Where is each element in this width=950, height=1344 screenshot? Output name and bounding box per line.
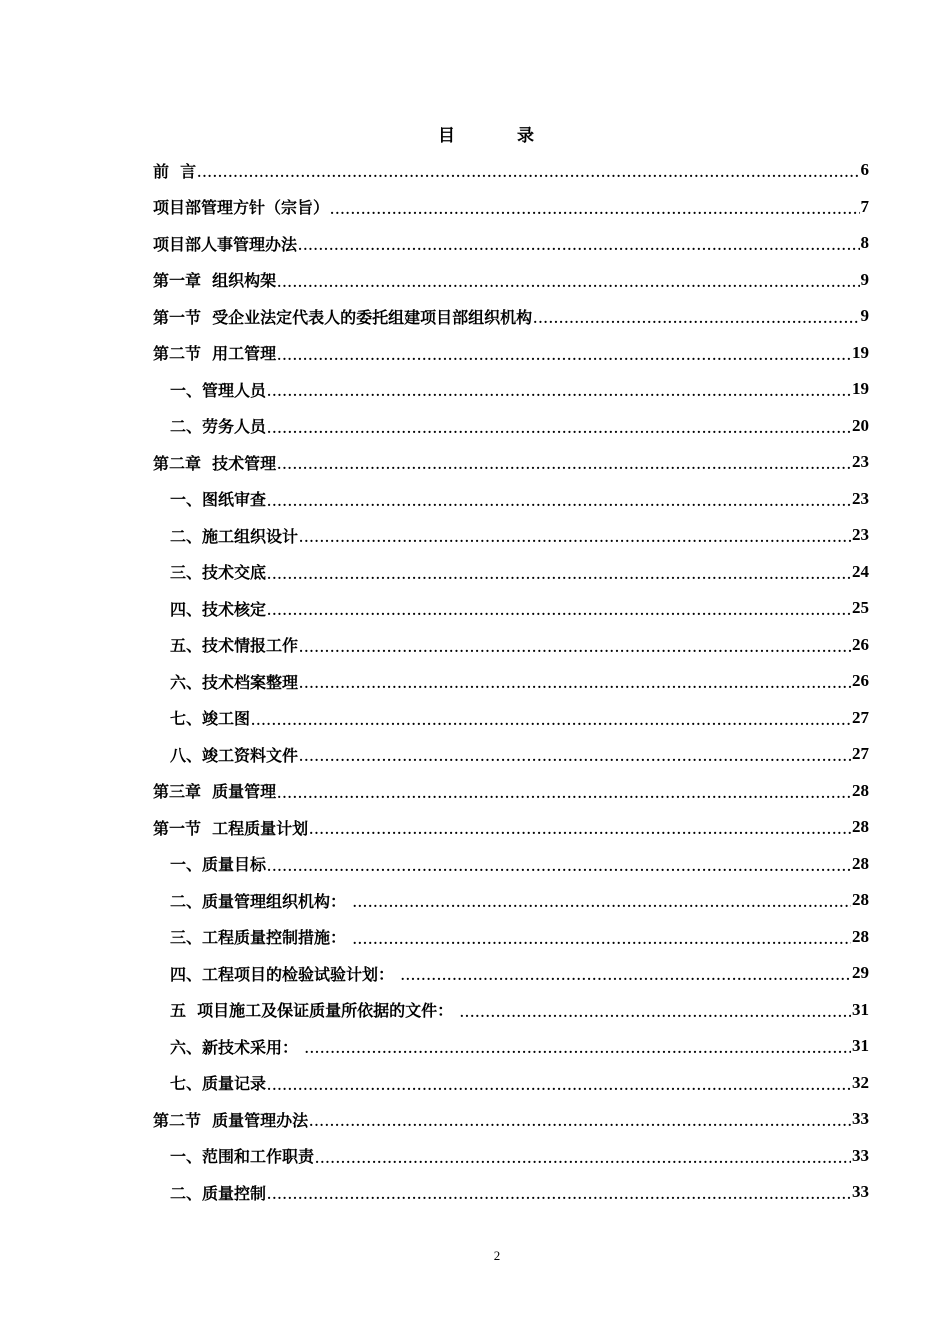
toc-entry-label: 三、技术交底 xyxy=(170,563,267,583)
toc-entry-label: 二、质量控制 xyxy=(170,1183,267,1203)
toc-entry-page-number: 25 xyxy=(852,598,869,618)
toc-entry[interactable] xyxy=(153,663,869,700)
toc-entry[interactable] xyxy=(153,262,869,299)
toc-dot-leader xyxy=(267,385,851,401)
toc-entry[interactable] xyxy=(153,371,869,408)
toc-entry-page-number: 28 xyxy=(852,890,869,910)
toc-entry[interactable] xyxy=(153,1065,869,1102)
toc-entry[interactable] xyxy=(153,809,869,846)
toc-entry[interactable] xyxy=(153,189,869,226)
toc-entry-label: 一、范围和工作职责 xyxy=(170,1147,315,1167)
toc-entry-label: 六、新技术采用： xyxy=(170,1037,304,1057)
table-of-contents xyxy=(153,152,869,1211)
toc-entry-label: 四、技术核定 xyxy=(170,599,267,619)
toc-dot-leader xyxy=(309,823,851,839)
toc-dot-leader xyxy=(460,1006,851,1022)
toc-dot-leader xyxy=(267,1188,851,1204)
toc-entry-label: 四、工程项目的检验试验计划： xyxy=(170,964,400,984)
toc-entry-page-number: 31 xyxy=(852,1036,869,1056)
toc-entry-page-number: 33 xyxy=(852,1109,869,1129)
toc-entry-page-number: 27 xyxy=(852,707,869,727)
toc-entry-page-number: 8 xyxy=(860,233,869,253)
toc-entry-label: 一、质量目标 xyxy=(170,855,267,875)
toc-entry[interactable] xyxy=(153,152,869,189)
toc-dot-leader xyxy=(299,750,851,766)
toc-dot-leader xyxy=(330,203,859,219)
toc-dot-leader xyxy=(353,933,851,949)
toc-entry[interactable] xyxy=(153,554,869,591)
toc-dot-leader xyxy=(267,1079,851,1095)
page-number: 2 xyxy=(493,1248,501,1263)
toc-entry-page-number: 28 xyxy=(852,780,869,800)
toc-entry-page-number: 33 xyxy=(852,1145,869,1165)
toc-entry[interactable] xyxy=(153,919,869,956)
toc-entry-page-number: 27 xyxy=(852,744,869,764)
toc-entry-page-number: 6 xyxy=(860,160,869,180)
toc-dot-leader xyxy=(298,239,859,255)
toc-dot-leader xyxy=(353,896,851,912)
toc-entry-page-number: 23 xyxy=(852,525,869,545)
toc-entry-page-number: 7 xyxy=(860,196,869,216)
toc-entry-label: 二、劳务人员 xyxy=(170,417,267,437)
toc-entry-label: 前 言 xyxy=(153,161,197,181)
toc-dot-leader xyxy=(277,276,859,292)
toc-dot-leader xyxy=(197,166,859,182)
toc-entry-label: 二、施工组织设计 xyxy=(170,526,299,546)
toc-title: 目 录 xyxy=(438,126,562,146)
toc-entry-page-number: 9 xyxy=(860,269,869,289)
toc-entry-page-number: 20 xyxy=(852,415,869,435)
toc-entry-label: 第一章 组织构架 xyxy=(153,271,277,291)
toc-entry-label: 项目部人事管理办法 xyxy=(153,234,298,254)
toc-entry-page-number: 9 xyxy=(860,306,869,326)
toc-entry-page-number: 19 xyxy=(852,379,869,399)
toc-entry[interactable] xyxy=(153,882,869,919)
toc-entry[interactable] xyxy=(153,992,869,1029)
toc-entry[interactable] xyxy=(153,1028,869,1065)
toc-dot-leader xyxy=(533,312,859,328)
toc-entry-page-number: 28 xyxy=(852,853,869,873)
toc-entry-page-number: 26 xyxy=(852,671,869,691)
toc-dot-leader xyxy=(305,1042,851,1058)
toc-entry[interactable] xyxy=(153,481,869,518)
toc-entry-label: 一、管理人员 xyxy=(170,380,267,400)
toc-entry[interactable] xyxy=(153,590,869,627)
toc-entry-page-number: 23 xyxy=(852,452,869,472)
toc-dot-leader xyxy=(267,495,851,511)
toc-entry-page-number: 28 xyxy=(852,926,869,946)
toc-dot-leader xyxy=(401,969,851,985)
toc-entry[interactable] xyxy=(153,1138,869,1175)
toc-dot-leader xyxy=(309,1115,851,1131)
toc-entry-page-number: 28 xyxy=(852,817,869,837)
toc-entry-label: 项目部管理方针（宗旨） xyxy=(153,198,330,218)
toc-entry[interactable] xyxy=(153,627,869,664)
toc-entry-page-number: 29 xyxy=(852,963,869,983)
toc-dot-leader xyxy=(277,458,851,474)
toc-entry-label: 一、图纸审查 xyxy=(170,490,267,510)
toc-dot-leader xyxy=(267,568,851,584)
toc-entry[interactable] xyxy=(153,773,869,810)
toc-dot-leader xyxy=(299,641,851,657)
toc-entry-label: 第二节 用工管理 xyxy=(153,344,277,364)
toc-dot-leader xyxy=(299,677,851,693)
toc-entry-page-number: 19 xyxy=(852,342,869,362)
toc-entry-label: 七、竣工图 xyxy=(170,709,251,729)
toc-entry-page-number: 23 xyxy=(852,488,869,508)
toc-dot-leader xyxy=(267,860,851,876)
toc-dot-leader xyxy=(277,787,851,803)
toc-dot-leader xyxy=(267,422,851,438)
toc-entry-label: 五 项目施工及保证质量所依据的文件： xyxy=(170,1001,459,1021)
toc-entry-page-number: 32 xyxy=(852,1072,869,1092)
toc-dot-leader xyxy=(299,531,851,547)
toc-entry[interactable] xyxy=(153,1101,869,1138)
toc-entry-label: 八、竣工资料文件 xyxy=(170,745,299,765)
toc-entry-label: 第二节 质量管理办法 xyxy=(153,1110,309,1130)
toc-dot-leader xyxy=(315,1152,851,1168)
toc-entry[interactable] xyxy=(153,335,869,372)
toc-entry[interactable] xyxy=(153,955,869,992)
toc-entry[interactable] xyxy=(153,298,869,335)
toc-entry-label: 第三章 质量管理 xyxy=(153,782,277,802)
toc-entry-label: 第一节 受企业法定代表人的委托组建项目部组织机构 xyxy=(153,307,533,327)
toc-entry[interactable] xyxy=(153,736,869,773)
toc-entry-label: 第二章 技术管理 xyxy=(153,453,277,473)
toc-entry-page-number: 24 xyxy=(852,561,869,581)
toc-entry-label: 七、质量记录 xyxy=(170,1074,267,1094)
toc-entry[interactable] xyxy=(153,1174,869,1211)
toc-entry[interactable] xyxy=(153,444,869,481)
toc-entry-label: 六、技术档案整理 xyxy=(170,672,299,692)
toc-entry[interactable] xyxy=(153,700,869,737)
toc-dot-leader xyxy=(277,349,851,365)
toc-entry-label: 第一节 工程质量计划 xyxy=(153,818,309,838)
toc-entry-label: 二、质量管理组织机构： xyxy=(170,891,352,911)
toc-entry-label: 三、工程质量控制措施： xyxy=(170,928,352,948)
toc-dot-leader xyxy=(267,604,851,620)
toc-entry-label: 五、技术情报工作 xyxy=(170,636,299,656)
toc-entry[interactable] xyxy=(153,225,869,262)
toc-entry[interactable] xyxy=(153,517,869,554)
toc-entry-page-number: 31 xyxy=(852,999,869,1019)
toc-entry[interactable] xyxy=(153,846,869,883)
toc-dot-leader xyxy=(251,714,851,730)
toc-entry-page-number: 33 xyxy=(852,1182,869,1202)
toc-entry[interactable] xyxy=(153,408,869,445)
toc-entry-page-number: 26 xyxy=(852,634,869,654)
